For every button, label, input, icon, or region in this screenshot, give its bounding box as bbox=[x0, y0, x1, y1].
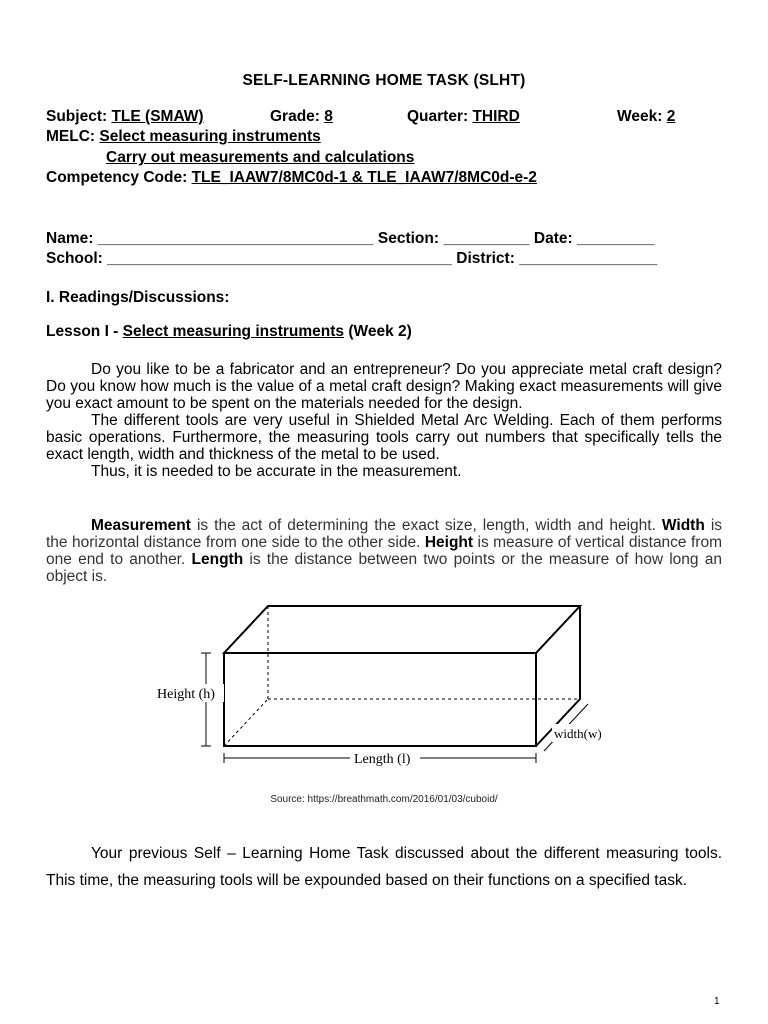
competency-code: TLE_IAAW7/8MC0d-1 & TLE_IAAW7/8MC0d-e-2 bbox=[191, 169, 537, 186]
week-label: Week: bbox=[617, 108, 663, 125]
school-blank[interactable]: ________________________________________ bbox=[107, 250, 452, 267]
section-blank[interactable]: __________ bbox=[443, 230, 530, 247]
height-label: Height (h) bbox=[157, 687, 215, 702]
quarter-field bbox=[407, 108, 520, 126]
def-width: is the horizontal distance from one side to the other side. bbox=[46, 517, 723, 551]
def-height: is measure of vertical distance from one end to another. bbox=[46, 534, 722, 568]
lesson-prefix: Lesson I - bbox=[46, 323, 123, 340]
district-label: District: bbox=[456, 250, 515, 267]
school-line bbox=[46, 250, 657, 268]
name-label: Name: bbox=[46, 230, 94, 247]
name-line bbox=[46, 230, 655, 248]
paragraph-3: Thus, it is needed to be accurate in the measurement. bbox=[91, 463, 462, 480]
closing-paragraph bbox=[46, 840, 722, 894]
cuboid-diagram bbox=[140, 596, 630, 781]
competency-field bbox=[46, 169, 537, 187]
term-measurement: Measurement bbox=[91, 517, 191, 534]
reading-body bbox=[46, 361, 722, 480]
section-heading: I. Readings/Discussions: bbox=[46, 289, 230, 306]
week-field bbox=[617, 108, 675, 126]
definitions-paragraph bbox=[46, 517, 722, 585]
subject-field bbox=[46, 108, 204, 126]
subject-label: Subject: bbox=[46, 108, 108, 125]
lesson-title: Select measuring instruments bbox=[122, 323, 345, 340]
melc-item-2: Carry out measurements and calculations bbox=[106, 149, 415, 166]
lesson-suffix: (Week 2) bbox=[344, 323, 412, 340]
grade-label: Grade: bbox=[270, 108, 320, 125]
paragraph-1: Do you like to be a fabricator and an entrepreneur? Do you appreciate metal craft design? Do you know how much is the value of a metal craft design? Making exact measurements will give you exact amount to be spent on the materials needed for the design. bbox=[46, 361, 722, 412]
quarter-value: THIRD bbox=[472, 108, 520, 125]
paragraph-2: The different tools are very useful in Shielded Metal Arc Welding. Each of them performs basic operations. Furthermore, the measuring tools carry out numbers that specifically tells the exact length, width and thickness of the metal to be used. bbox=[46, 412, 722, 463]
grade-field bbox=[270, 108, 333, 126]
name-blank[interactable]: ________________________________ bbox=[97, 230, 374, 247]
term-length: Length bbox=[191, 551, 244, 568]
competency-label: Competency Code: bbox=[46, 169, 188, 186]
def-measurement: is the act of determining the exact size, length, width and height. bbox=[190, 517, 662, 534]
subject-value: TLE (SMAW) bbox=[111, 108, 204, 125]
width-label: width(w) bbox=[554, 726, 602, 741]
melc-item-1: Select measuring instruments bbox=[99, 128, 321, 145]
section-label: Section: bbox=[377, 230, 440, 247]
term-width: Width bbox=[661, 517, 705, 534]
cuboid-top-face bbox=[224, 606, 580, 653]
school-label: School: bbox=[46, 250, 103, 267]
closing-text: Your previous Self – Learning Home Task discussed about the different measuring tools. This time, the measuring tools will be expounded based on their functions on a specified task. bbox=[46, 845, 722, 889]
week-value: 2 bbox=[666, 108, 676, 125]
date-blank[interactable]: _________ bbox=[576, 230, 655, 247]
length-label: Length (l) bbox=[354, 752, 411, 767]
grade-value: 8 bbox=[324, 108, 333, 125]
melc-label: MELC: bbox=[46, 128, 96, 145]
district-blank[interactable]: ________________ bbox=[519, 250, 658, 267]
page-number: 1 bbox=[714, 996, 720, 1007]
date-label: Date: bbox=[533, 230, 573, 247]
image-source: Source: https://breathmath.com/2016/01/03/cuboid/ bbox=[270, 794, 498, 805]
melc-field bbox=[46, 128, 321, 146]
document-title: SELF-LEARNING HOME TASK (SLHT) bbox=[242, 72, 526, 89]
quarter-label: Quarter: bbox=[407, 108, 469, 125]
def-length: is the distance between two points or the measure of how long an object is. bbox=[46, 551, 722, 585]
lesson-heading bbox=[46, 323, 412, 341]
term-height: Height bbox=[424, 534, 474, 551]
